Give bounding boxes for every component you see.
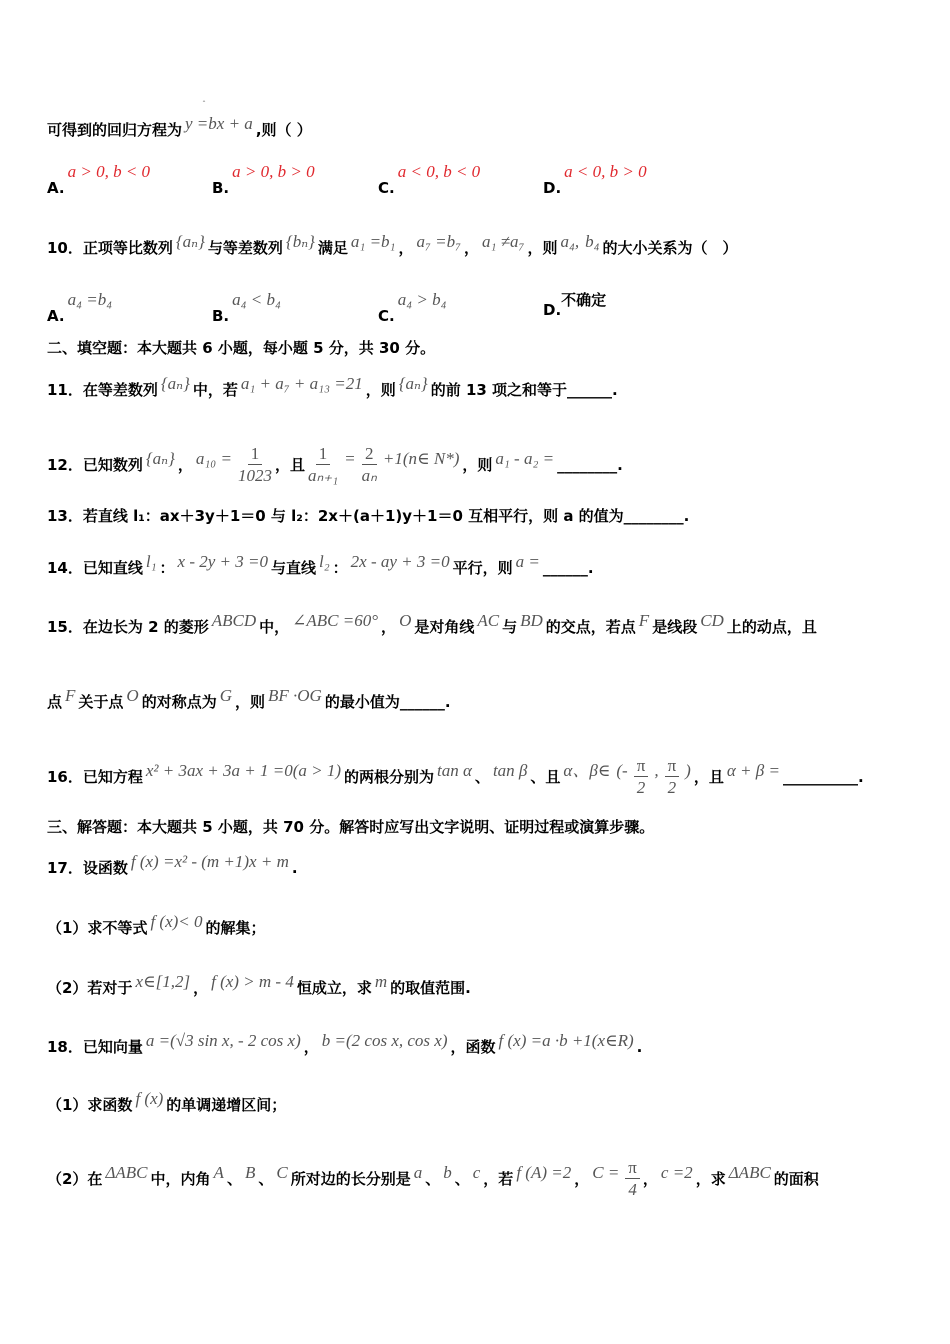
text-run: 、 bbox=[474, 768, 490, 786]
text-run: 中，内角 bbox=[150, 1170, 211, 1188]
math-expression: G bbox=[219, 686, 232, 705]
math-expression: 2x - ay + 3 =0 bbox=[350, 552, 450, 571]
text-run: 的最小值为______. bbox=[324, 693, 451, 711]
question-line bbox=[47, 1087, 286, 1117]
math-expression-answer: a > 0, b > 0 bbox=[232, 162, 315, 181]
answer-option[interactable] bbox=[47, 288, 115, 328]
answer-option[interactable] bbox=[543, 288, 606, 322]
question-line bbox=[47, 756, 864, 799]
text-run: ，则 bbox=[462, 456, 493, 474]
math-expression: a₁ ≠a₇ bbox=[482, 232, 525, 251]
text-run: 与等差数列 bbox=[207, 239, 283, 257]
math-expression-answer: a > 0, b < 0 bbox=[67, 162, 151, 181]
math-expression: +1(n∈ N*) bbox=[382, 449, 460, 468]
text-run: 的两根分别为 bbox=[344, 768, 435, 786]
text-run: ，则 bbox=[235, 693, 266, 711]
math-expression: l₁ bbox=[145, 552, 157, 571]
fraction-numerator: π bbox=[634, 756, 649, 777]
math-expression: m bbox=[374, 972, 388, 991]
text-run: 三、解答题：本大题共 5 小题，共 70 分。解答时应写出文字说明、证明过程或演算步骤。 bbox=[47, 818, 655, 836]
text-run: ， bbox=[398, 239, 414, 257]
text-run: 14．已知直线 bbox=[47, 559, 143, 577]
text-run: ， bbox=[464, 239, 480, 257]
text-run: （1）求不等式 bbox=[47, 919, 148, 937]
question-line bbox=[47, 504, 689, 528]
text-run: 13．若直线 l₁：ax＋3y＋1＝0 与 l₂：2x＋(a＋1)y＋1＝0 互相平行，则 a 的值为________. bbox=[47, 507, 690, 525]
text-run: 12．已知数列 bbox=[47, 456, 143, 474]
math-expression: x² + 3ax + 3a + 1 =0(a > 1) bbox=[145, 761, 341, 780]
text-run: __________. bbox=[782, 768, 864, 786]
math-expression: F bbox=[638, 611, 650, 630]
text-run: 、 bbox=[226, 1170, 242, 1188]
question-line bbox=[47, 815, 654, 839]
math-expression-answer: a < 0, b < 0 bbox=[397, 162, 481, 181]
math-expression: tan β bbox=[492, 761, 528, 780]
fraction-denominator: 4 bbox=[628, 1180, 637, 1199]
math-expression: f (A) =2 bbox=[516, 1163, 572, 1182]
hat-mark: ˆ bbox=[202, 100, 206, 109]
math-expression: {aₙ} bbox=[160, 374, 190, 393]
option-label: D. bbox=[543, 179, 562, 197]
text-run: 的单调递增区间； bbox=[166, 1096, 287, 1114]
text-run: ， bbox=[642, 1170, 658, 1188]
text-run: 11．在等差数列 bbox=[47, 381, 158, 399]
question-line bbox=[47, 336, 435, 360]
math-expression: (- bbox=[616, 761, 628, 780]
text-run: 的前 13 项之和等于______. bbox=[430, 381, 618, 399]
answer-option[interactable] bbox=[212, 288, 284, 328]
text-run: 的取值范围. bbox=[390, 979, 471, 997]
math-expression-answer: a < 0, b > 0 bbox=[564, 162, 647, 181]
question-line bbox=[47, 1029, 642, 1059]
math-expression: , bbox=[654, 761, 659, 780]
fraction-denominator: aₙ₊₁ bbox=[307, 466, 339, 485]
math-expression: A bbox=[213, 1163, 224, 1182]
question-line bbox=[47, 970, 471, 1000]
math-expression: x - 2y + 3 =0 bbox=[177, 552, 268, 571]
fraction-numerator: 1 bbox=[248, 444, 263, 465]
math-expression: ABCD bbox=[211, 611, 257, 630]
text-run: ，函数 bbox=[450, 1038, 496, 1056]
math-expression: α + β = bbox=[726, 761, 780, 780]
math-expression: a = bbox=[515, 552, 540, 571]
text-run: 的大小关系为（ ） bbox=[602, 239, 738, 257]
answer-option[interactable] bbox=[543, 160, 650, 200]
question-line bbox=[47, 112, 312, 142]
text-run: 与 bbox=[502, 618, 518, 636]
text-run: （1）求函数 bbox=[47, 1096, 133, 1114]
option-label: D. bbox=[543, 301, 562, 319]
text-run: ： bbox=[159, 559, 175, 577]
question-line bbox=[47, 372, 618, 402]
option-label: C. bbox=[378, 179, 395, 197]
text-run: 是对角线 bbox=[414, 618, 475, 636]
text-run: 的解集； bbox=[205, 919, 266, 937]
math-expression: a bbox=[413, 1163, 423, 1182]
fraction bbox=[308, 444, 338, 487]
question-line bbox=[47, 684, 451, 714]
fraction-denominator: 2 bbox=[667, 778, 677, 797]
option-label: B. bbox=[212, 307, 230, 325]
math-expression: a₄ < b₄ bbox=[232, 290, 281, 309]
question-line bbox=[47, 910, 266, 940]
text-run: ， bbox=[177, 456, 193, 474]
text-run: ________. bbox=[557, 456, 623, 474]
text-run: ，且 bbox=[693, 768, 724, 786]
fraction-denominator: aₙ bbox=[361, 466, 377, 485]
option-row bbox=[47, 288, 907, 328]
math-expression: F bbox=[65, 686, 76, 705]
text-run: ______. bbox=[542, 559, 594, 577]
math-expression: b =(2 cos x, cos x) bbox=[321, 1031, 448, 1050]
text-run: 的交点，若点 bbox=[545, 618, 636, 636]
math-expression: ΔABC bbox=[728, 1163, 771, 1182]
text-run: 、 bbox=[258, 1170, 274, 1188]
text-run: 16．已知方程 bbox=[47, 768, 143, 786]
math-expression: {aₙ} bbox=[398, 374, 428, 393]
text-run: 恒成立，求 bbox=[296, 979, 372, 997]
math-expression: α、β∈ bbox=[563, 761, 611, 780]
text-run: ： bbox=[332, 559, 348, 577]
text-run: 平行，则 bbox=[452, 559, 513, 577]
text-run: ，且 bbox=[274, 456, 305, 474]
math-expression: O bbox=[399, 611, 412, 630]
question-line bbox=[47, 444, 623, 487]
text-run: ，则 bbox=[365, 381, 396, 399]
fraction bbox=[362, 444, 377, 487]
math-expression: O bbox=[126, 686, 139, 705]
math-expression: BF ·OG bbox=[268, 686, 322, 705]
text-run: 点 bbox=[47, 693, 63, 711]
text-run: 可得到的回归方程为 bbox=[47, 121, 183, 139]
math-expression: f (x)< 0 bbox=[150, 912, 203, 931]
math-expression: b₄ bbox=[585, 232, 600, 251]
text-run: 中，若 bbox=[192, 381, 238, 399]
math-expression: = bbox=[344, 449, 356, 468]
math-expression: f (x) =a ·b +1(x∈R) bbox=[498, 1031, 634, 1050]
text-run: ， bbox=[381, 618, 397, 636]
answer-option[interactable] bbox=[47, 160, 153, 200]
math-expression: f (x) bbox=[135, 1089, 164, 1108]
text-run: 17．设函数 bbox=[47, 859, 128, 877]
text-run: ，求 bbox=[695, 1170, 726, 1188]
option-label: C. bbox=[378, 307, 395, 325]
text-run: 中， bbox=[259, 618, 290, 636]
math-expression: a₄ =b₄ bbox=[67, 290, 113, 309]
math-expression: l₂ bbox=[319, 552, 330, 571]
math-expression: CD bbox=[700, 611, 724, 630]
option-label: A. bbox=[47, 307, 65, 325]
question-line bbox=[47, 1158, 819, 1201]
math-expression: a₁ - a₂ = bbox=[495, 449, 555, 468]
text-run: 上的动点，且 bbox=[726, 618, 817, 636]
math-expression: f (x) =x² - (m +1)x + m bbox=[130, 852, 289, 871]
text-run: ,则（ ） bbox=[255, 121, 312, 139]
math-expression: x∈[1,2] bbox=[135, 972, 191, 991]
fraction-denominator: 1023 bbox=[237, 466, 272, 485]
text-run: ， bbox=[574, 1170, 590, 1188]
fraction-numerator: π bbox=[625, 1158, 640, 1179]
math-expression: a₄ > b₄ bbox=[397, 290, 447, 309]
question-line bbox=[47, 850, 298, 880]
answer-option[interactable] bbox=[378, 160, 483, 200]
text-run: 15．在边长为 2 的菱形 bbox=[47, 618, 209, 636]
text-run: . bbox=[291, 859, 298, 877]
answer-option[interactable] bbox=[212, 160, 318, 200]
math-expression: ΔABC bbox=[105, 1163, 148, 1182]
text-run: 关于点 bbox=[78, 693, 124, 711]
text-run: 的面积 bbox=[773, 1170, 819, 1188]
math-expression: C bbox=[276, 1163, 288, 1182]
text-run: 、 bbox=[454, 1170, 470, 1188]
math-expression: c bbox=[472, 1163, 481, 1182]
text-run: 、且 bbox=[530, 768, 561, 786]
fraction bbox=[634, 756, 649, 799]
text-run: ， bbox=[303, 1038, 319, 1056]
text-run: ，若 bbox=[483, 1170, 514, 1188]
option-row bbox=[47, 160, 907, 200]
math-expression: f (x) > m - 4 bbox=[211, 972, 294, 991]
math-expression: a =(√3 sin x, - 2 cos x) bbox=[145, 1031, 301, 1050]
text-run: 与直线 bbox=[270, 559, 316, 577]
text-run: 、 bbox=[425, 1170, 441, 1188]
math-expression: BD bbox=[520, 611, 543, 630]
math-expression: {aₙ} bbox=[145, 449, 175, 468]
fraction-numerator: π bbox=[665, 756, 680, 777]
text-run: ， bbox=[193, 979, 209, 997]
math-expression: a₁₀ = bbox=[195, 449, 232, 468]
math-expression: y =bx + a bbox=[185, 114, 253, 133]
text-run: 18．已知向量 bbox=[47, 1038, 143, 1056]
fraction bbox=[665, 756, 680, 799]
answer-option[interactable] bbox=[378, 288, 450, 328]
math-expression: a₄, bbox=[560, 232, 580, 251]
option-label: B. bbox=[212, 179, 230, 197]
text-run: . bbox=[636, 1038, 643, 1056]
text-run: 所对边的长分别是 bbox=[290, 1170, 411, 1188]
text-run: （2）若对于 bbox=[47, 979, 133, 997]
math-expression: ∠ABC =60° bbox=[292, 611, 379, 630]
text-run: （2）在 bbox=[47, 1170, 103, 1188]
text-run: ，则 bbox=[527, 239, 558, 257]
fraction-numerator: 2 bbox=[362, 444, 377, 465]
question-line bbox=[47, 230, 738, 260]
math-expression: B bbox=[244, 1163, 256, 1182]
question-line bbox=[47, 609, 817, 639]
text-run: 的对称点为 bbox=[141, 693, 217, 711]
math-expression: AC bbox=[477, 611, 500, 630]
text-run: 10．正项等比数列 bbox=[47, 239, 173, 257]
text-run: 不确定 bbox=[561, 291, 607, 309]
math-expression: ) bbox=[685, 761, 691, 780]
fraction bbox=[625, 1158, 640, 1201]
math-expression: C = bbox=[592, 1163, 620, 1182]
math-expression: {bₙ} bbox=[285, 232, 315, 251]
math-expression: a₁ + a₇ + a₁₃ =21 bbox=[240, 374, 363, 393]
math-expression: {aₙ} bbox=[175, 232, 205, 251]
math-expression: c =2 bbox=[660, 1163, 693, 1182]
fraction-denominator: 2 bbox=[636, 778, 646, 797]
math-expression: tan α bbox=[437, 761, 472, 780]
question-line bbox=[47, 550, 594, 580]
math-expression: a₁ =b₁ bbox=[350, 232, 396, 251]
math-expression: a₇ =b₇ bbox=[416, 232, 462, 251]
text-run: 是线段 bbox=[652, 618, 698, 636]
math-expression: b bbox=[443, 1163, 452, 1182]
text-run: 二、填空题：本大题共 6 小题，每小题 5 分，共 30 分。 bbox=[47, 339, 436, 357]
fraction-numerator: 1 bbox=[316, 444, 331, 465]
text-run: 满足 bbox=[317, 239, 348, 257]
option-label: A. bbox=[47, 179, 65, 197]
fraction bbox=[238, 444, 272, 487]
